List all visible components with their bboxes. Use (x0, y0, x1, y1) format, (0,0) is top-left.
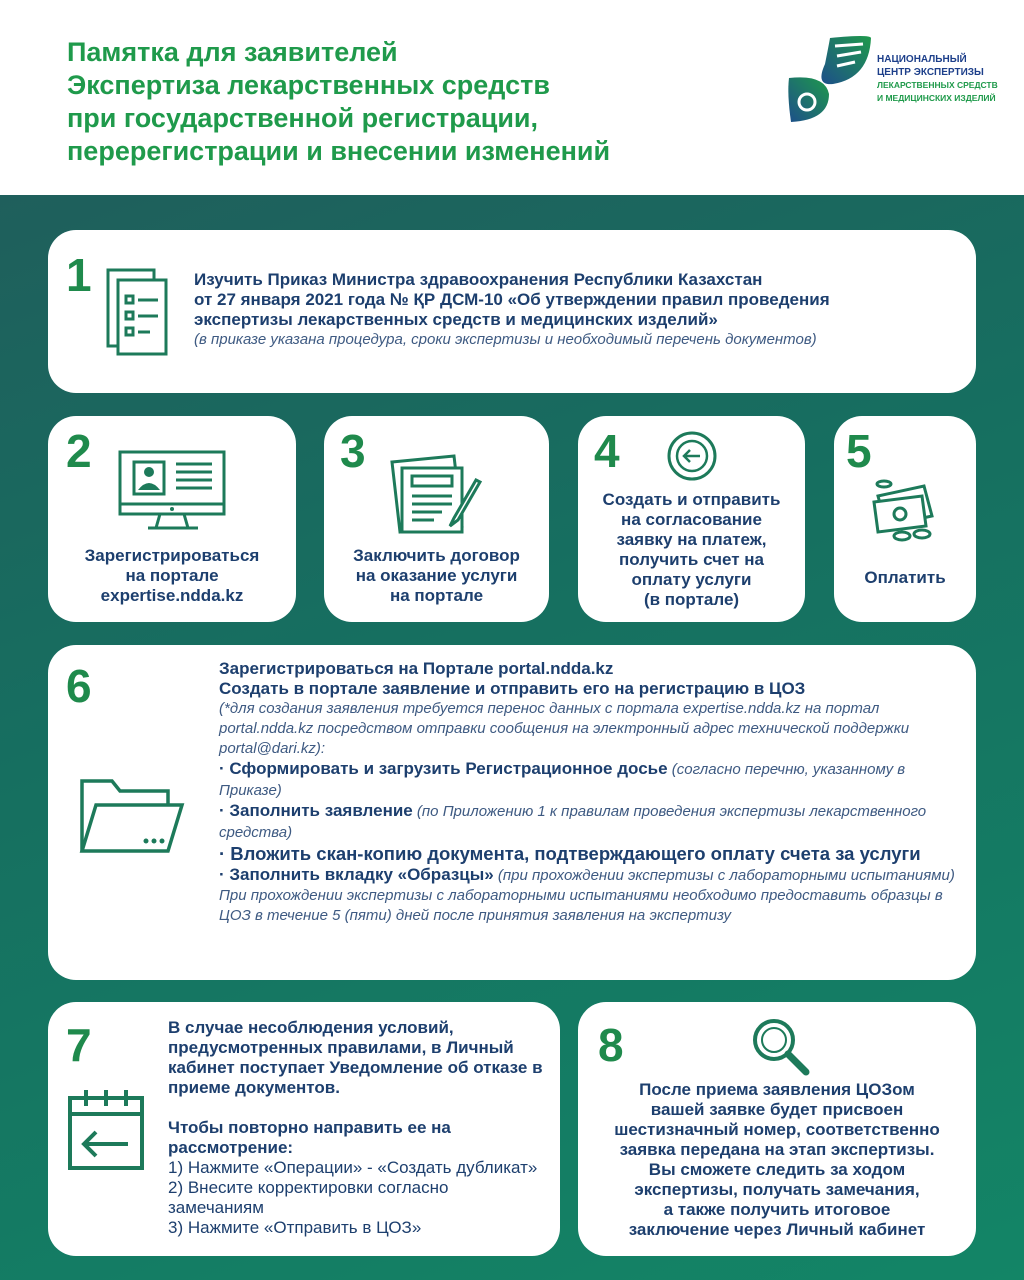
step-note: (*для создания заявления требуется перенос данных с портала expertise.ndda.kz на портал portal.ndda.kz посредством отправки сообщения на электронный адрес технической поддержки portal@dari.kz): (219, 700, 910, 757)
step-number: 4 (594, 425, 620, 477)
step-2-card (48, 416, 296, 622)
step-4-card (578, 416, 805, 622)
step-text: заявка передана на этап экспертизы. (619, 1140, 935, 1159)
step-text: получить счет на (619, 550, 764, 569)
step-number: 5 (846, 425, 872, 477)
step-text: Вы сможете следить за ходом (648, 1160, 906, 1179)
title-line: перерегистрации и внесении изменений (67, 136, 611, 166)
logo-emblem-icon (785, 34, 873, 124)
step-text: Чтобы повторно направить ее на рассмотрение: (168, 1118, 451, 1157)
step-8-card (578, 1002, 976, 1256)
step-text: Изучить Приказ Министра здравоохранения Республики Казахстан (194, 270, 763, 289)
step-3-card (324, 416, 549, 622)
step-text: заключение через Личный кабинет (628, 1220, 926, 1239)
logo-text: ЛЕКАРСТВЕННЫХ СРЕДСТВ (877, 80, 998, 90)
step-note: При прохождении экспертизы с лабораторными испытаниями необходимо предоставить образцы в ЦОЗ в течение 5 (пяти) дней после принятия заявления на экспертизу (219, 887, 943, 924)
calendar-return-icon (66, 1088, 146, 1172)
step-note: (в приказе указана процедура, сроки экспертизы и необходимый перечень документов) (194, 331, 817, 348)
step-6-card (48, 645, 976, 980)
header (0, 0, 1024, 195)
step-text: шестизначный номер, соответственно (614, 1120, 940, 1139)
bullet-note: (по Приложению 1 к правилам проведения экспертизы лекарственного средства) (219, 803, 927, 841)
contract-pen-icon (388, 452, 484, 536)
step-5-card (834, 416, 976, 622)
step-text: заявку на платеж, (616, 530, 767, 549)
bullet-text: · Заполнить заявление (219, 801, 413, 820)
step-text: на портале (389, 586, 484, 605)
step-text: В случае несоблюдения условий, предусмотренных правилами, в Личный кабинет поступает Уведомление об отказе в приеме документов. (168, 1018, 543, 1097)
step-text: на оказание услуги (355, 566, 518, 585)
step-text: Оплатить (864, 568, 946, 587)
instruction-item: 1) Нажмите «Операции» - «Создать дубликат» (168, 1158, 538, 1177)
step-text: (в портале) (643, 590, 740, 609)
arrow-circle-icon (666, 430, 718, 482)
step-text: а также получить итоговое (663, 1200, 891, 1219)
step-text: После приема заявления ЦОЗом (639, 1080, 915, 1099)
bullet-text: · Заполнить вкладку «Образцы» (219, 865, 494, 884)
logo-text: НАЦИОНАЛЬНЫЙ (877, 54, 967, 65)
logo-text: И МЕДИЦИНСКИХ ИЗДЕЛИЙ (877, 92, 996, 103)
instruction-item: 3) Нажмите «Отправить в ЦОЗ» (168, 1218, 422, 1237)
step-number: 2 (66, 425, 92, 477)
step-text: от 27 января 2021 года № ҚР ДСМ-10 «Об утверждении правил проведения (194, 290, 830, 309)
logo-text: ЦЕНТР ЭКСПЕРТИЗЫ (877, 66, 984, 78)
logo (785, 34, 1000, 124)
step-text: Создать и отправить (602, 490, 781, 509)
magnifier-icon (750, 1016, 810, 1076)
step-7-card (48, 1002, 560, 1256)
step-number: 6 (66, 660, 92, 712)
instruction-item: 2) Внесите корректировки согласно замечаниям (168, 1178, 449, 1217)
step-number: 8 (598, 1019, 624, 1071)
step-number: 1 (66, 249, 92, 301)
step-1-card (48, 230, 976, 393)
money-coins-icon (872, 478, 938, 544)
step-heading: Создать в портале заявление и отправить его на регистрацию в ЦОЗ (219, 679, 806, 698)
monitor-profile-icon (118, 450, 228, 532)
step-text: expertise.ndda.kz (100, 586, 244, 605)
step-text: на согласование (621, 510, 762, 529)
step-number: 7 (66, 1019, 92, 1071)
step-text: экспертизы, получать замечания, (634, 1180, 920, 1199)
step-text: Зарегистрироваться (84, 546, 260, 565)
bullet-text: · Сформировать и загрузить Регистрационное досье (219, 759, 668, 778)
title-line: при государственной регистрации, (67, 103, 539, 133)
step-text: вашей заявке будет присвоен (650, 1100, 904, 1119)
step-heading: Зарегистрироваться на Портале portal.ndda.kz (219, 659, 614, 678)
folder-icon (78, 775, 186, 855)
title-line: Памятка для заявителей (67, 37, 398, 67)
bullet-note: (при прохождении экспертизы с лабораторными испытаниями) (493, 867, 955, 884)
checklist-document-icon (106, 268, 170, 356)
bullet-text: · Вложить скан-копию документа, подтверждающего оплату счета за услуги (219, 843, 921, 864)
step-text: на портале (125, 566, 219, 585)
title-line: Экспертиза лекарственных средств (67, 70, 550, 100)
step-text: экспертизы лекарственных средств и медицинских изделий» (194, 310, 718, 329)
step-text: Заключить договор (353, 546, 520, 565)
step-number: 3 (340, 425, 366, 477)
bullet-note: (согласно перечню, указанному в Приказе) (219, 761, 906, 799)
step-text: оплату услуги (631, 570, 752, 589)
page-title (67, 36, 610, 168)
